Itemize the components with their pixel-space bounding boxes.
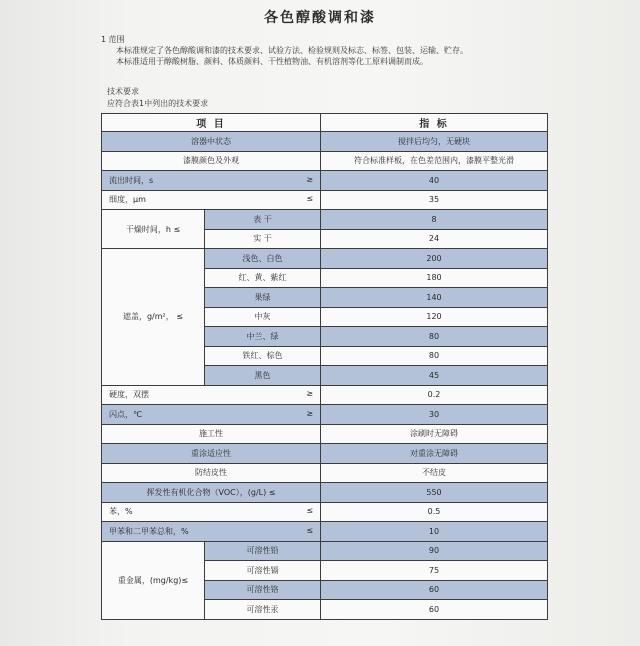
header-item: 项 目	[102, 114, 321, 132]
row-value: 10	[321, 522, 548, 542]
sub-item: 中兰、绿	[205, 327, 321, 347]
row-value: 200	[321, 249, 548, 269]
row-item: 挥发性有机化合物（VOC），(g/L) ≤	[102, 483, 321, 503]
table-row	[102, 463, 548, 483]
row-value: 搅拌后均匀，无硬块	[321, 132, 548, 152]
row-value: 0.2	[321, 385, 548, 405]
row-value: 不结皮	[321, 463, 548, 483]
row-item: 施工性	[102, 424, 321, 444]
sub-item: 黑色	[205, 366, 321, 386]
sub-item: 可溶性汞	[205, 600, 321, 620]
row-value: 60	[321, 600, 548, 620]
sub-item: 实 干	[205, 229, 321, 249]
table-row	[102, 522, 548, 542]
row-operator: ≥	[306, 174, 314, 184]
table-row	[102, 502, 548, 522]
row-item-label: 流出时间，s	[109, 175, 154, 185]
row-value: 30	[321, 405, 548, 425]
row-value: 60	[321, 580, 548, 600]
dry-time-label: 干燥时间，h ≤	[102, 210, 205, 249]
table-row	[102, 249, 548, 269]
row-item-label: 甲苯和二甲苯总和，%	[109, 526, 189, 536]
row-value: 80	[321, 346, 548, 366]
table-row	[102, 171, 548, 191]
row-value: 8	[321, 210, 548, 230]
row-item: 溶器中状态	[102, 132, 321, 152]
row-value: 符合标准样板，在色差范围内，漆膜平整光滑	[321, 151, 548, 171]
row-value: 550	[321, 483, 548, 503]
sub-item: 红、黄、紫红	[205, 268, 321, 288]
sub-item: 表 干	[205, 210, 321, 230]
table-row	[102, 385, 548, 405]
table-row	[102, 483, 548, 503]
row-item	[102, 190, 321, 210]
row-item	[102, 502, 321, 522]
row-value: 45	[321, 366, 548, 386]
table-row	[102, 405, 548, 425]
table-row	[102, 190, 548, 210]
row-operator: ≤	[306, 194, 314, 204]
table-row	[102, 424, 548, 444]
row-operator: ≤	[306, 506, 314, 516]
scope-line-1: 本标准规定了各色醇酸调和漆的技术要求、试验方法、检验规则及标志、标签、包装、运输、贮存。	[116, 46, 468, 55]
sub-item: 果绿	[205, 288, 321, 308]
table-row	[102, 151, 548, 171]
row-value: 涂刷时无障碍	[321, 424, 548, 444]
spec-table	[101, 113, 548, 620]
document-title: 各色醇酸调和漆	[264, 10, 376, 26]
row-item-label: 闪点，℃	[109, 409, 142, 419]
row-value: 对重涂无障碍	[321, 444, 548, 464]
scope-line-2: 本标准适用于醇酸树脂、颜料、体质颜料、干性植物油、有机溶剂等化工原料调制而成。	[116, 57, 428, 66]
table-row	[102, 132, 548, 152]
sub-item: 铁红、棕色	[205, 346, 321, 366]
table-row	[102, 541, 548, 561]
row-value: 0.5	[321, 502, 548, 522]
header-value: 指 标	[321, 114, 548, 132]
row-operator: ≤	[306, 525, 314, 535]
table-header-row	[102, 114, 548, 132]
row-value: 120	[321, 307, 548, 327]
row-value: 180	[321, 268, 548, 288]
scope-heading: 1 范围	[101, 35, 125, 44]
row-item: 重涂适应性	[102, 444, 321, 464]
row-item-label: 苯，%	[109, 507, 133, 517]
sub-item: 可溶性镉	[205, 561, 321, 581]
sub-item: 可溶性铬	[205, 580, 321, 600]
row-value: 90	[321, 541, 548, 561]
row-item: 漆膜颜色及外观	[102, 151, 321, 171]
tech-intro: 应符合表1中列出的技术要求	[107, 99, 209, 108]
row-value: 40	[321, 171, 548, 191]
row-value: 35	[321, 190, 548, 210]
row-operator: ≥	[306, 389, 314, 399]
sub-item: 可溶性铅	[205, 541, 321, 561]
row-item-label: 细度，μm	[109, 195, 146, 205]
hiding-power-label: 遮盖，g/m²， ≤	[102, 249, 205, 386]
table-row	[102, 210, 548, 230]
row-value: 75	[321, 561, 548, 581]
row-value: 80	[321, 327, 548, 347]
row-operator: ≥	[306, 408, 314, 418]
row-item	[102, 385, 321, 405]
row-item	[102, 405, 321, 425]
row-value: 24	[321, 229, 548, 249]
row-item	[102, 522, 321, 542]
tech-heading: 技术要求	[107, 87, 139, 96]
sub-item: 浅色、白色	[205, 249, 321, 269]
table-row	[102, 444, 548, 464]
row-item	[102, 171, 321, 191]
row-item-label: 硬度，双摆	[109, 390, 149, 400]
sub-item: 中灰	[205, 307, 321, 327]
heavy-metal-label: 重金属，(mg/kg)≤	[102, 541, 205, 619]
row-value: 140	[321, 288, 548, 308]
row-item: 防结皮性	[102, 463, 321, 483]
